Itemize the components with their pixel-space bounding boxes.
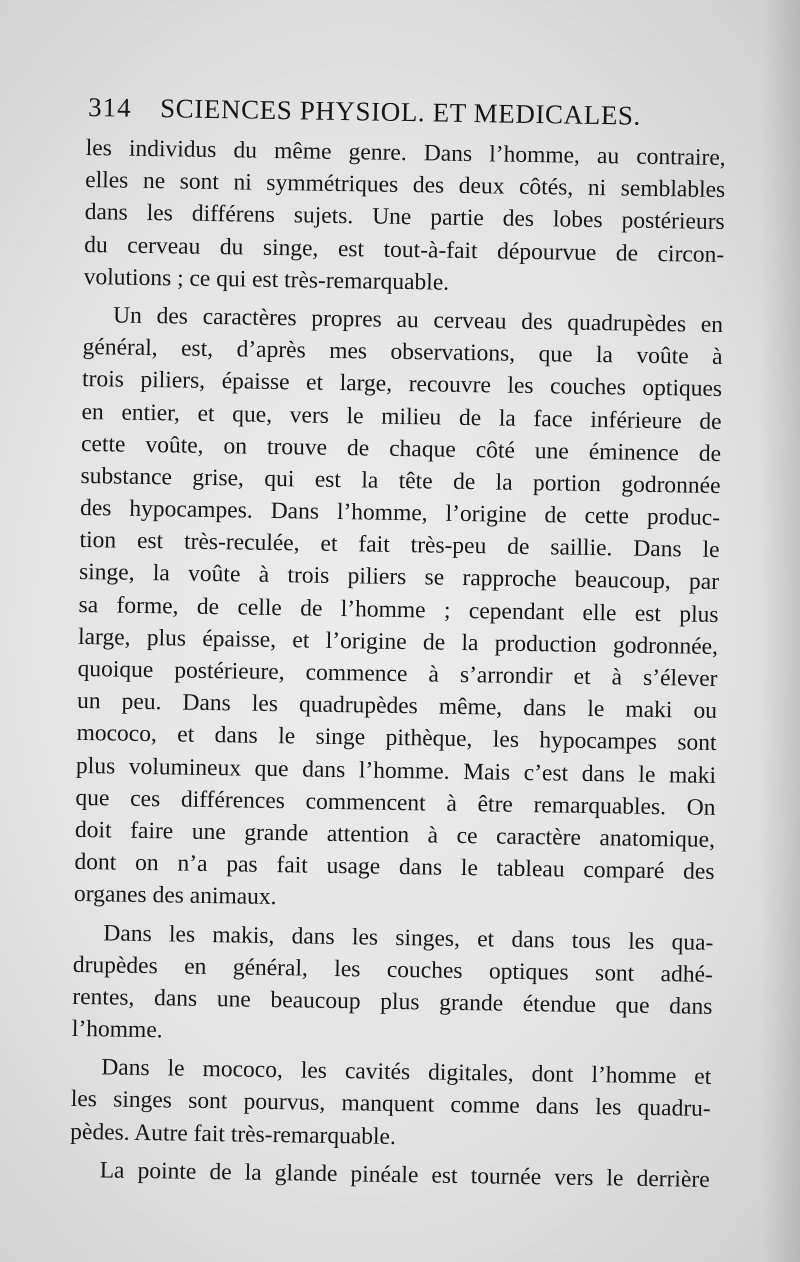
text-line: La pointe de la glande pinéale est tournée vers le derrière [99, 1157, 710, 1193]
text-line: Dans les makis, dans les singes, et dans tous les qua- [103, 919, 714, 956]
text-line: les individus du même genre. Dans l’homme, au contraire, [85, 134, 726, 172]
paragraph [72, 916, 714, 1055]
text-line: Dans le mococo, les cavités digitales, dont l’homme et [101, 1054, 712, 1091]
text-line: dont on n’a pas fait usage dans le tableau comparé des [74, 849, 715, 886]
text-line: quoique postérieure, commence à s’arrondir et à s’élever [77, 655, 718, 692]
text-line: les singes sont pourvus, manquent comme dans les quadru- [70, 1086, 711, 1123]
text-line: un peu. Dans les quadrupèdes même, dans le maki ou [76, 688, 718, 725]
text-line: tion est très-reculée, et fait très-peu de saillie. Dans le [79, 527, 720, 564]
text-line: du cerveau du singe, est tout-à-fait dépourvue de circon- [84, 231, 725, 268]
paragraph [83, 132, 725, 303]
text-line: Un des caractères propres au cerveau des quadrupèdes en [112, 302, 724, 338]
text-line: elles ne sont ni symmétriques des deux côtés, ni semblables [85, 167, 726, 204]
page-edge-shadow [760, 0, 800, 1262]
running-head: SCIENCES PHYSIOL. ET MEDICALES. [159, 93, 642, 131]
text-line: des hypocampes. Dans l’homme, l’origine de cette produc- [79, 495, 721, 532]
text-line: substance grise, qui est la tête de la portion godronnée [80, 462, 721, 499]
paragraph [70, 1051, 711, 1158]
text-line: en entier, et que, vers le milieu de la face inférieure de [81, 398, 722, 435]
paragraph [74, 299, 724, 921]
page-number: 314 [87, 92, 132, 123]
text-line: l’homme. [71, 1015, 163, 1044]
text-line: pèdes. Autre fait très-remarquable. [70, 1118, 397, 1150]
text-line: mococo, et dans le singe pithèque, les hypocampes sont [76, 720, 717, 757]
text-line: général, est, d’après mes observations, que la voûte à [82, 334, 723, 371]
text-line: doit faire une grande attention à ce caractère anatomique, [74, 816, 716, 853]
text-line: large, plus épaisse, et l’origine de la production godronnée, [77, 623, 719, 660]
text-line: trois piliers, épaisse et large, recouvre les couches optiques [81, 366, 723, 403]
text-line: dans les différens sujets. Une partie des lobes postérieurs [84, 199, 725, 236]
text-line: singe, la voûte à trois piliers se rapproche beaucoup, par [78, 559, 720, 596]
text-line: cette voûte, on trouve de chaque côté une éminence de [80, 430, 722, 467]
text-line: organes des animaux. [73, 881, 277, 911]
text-line: plus volumineux que dans l’homme. Mais c’est dans le maki [75, 752, 717, 789]
text-line: sa forme, de celle de l’homme ; cependant elle est plus [78, 591, 719, 628]
text-line: que ces différences commencent à être remarquables. On [75, 784, 716, 821]
text-line: volutions ; ce qui est très-remarquable. [83, 263, 450, 296]
text-line: drupèdes en général, les couches optiques sont adhé- [72, 951, 714, 988]
text-line: rentes, dans une beaucoup plus grande étendue que dans [72, 983, 713, 1020]
body-text [69, 132, 725, 1196]
